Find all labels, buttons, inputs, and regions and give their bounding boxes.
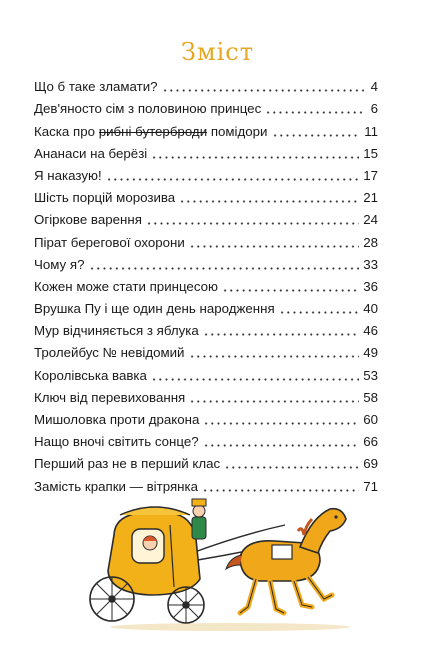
toc-row xyxy=(34,273,378,295)
toc-title: Дев'яносто сім з половиною принцес xyxy=(34,101,262,117)
toc-title xyxy=(34,124,268,140)
toc-page-number: 11 xyxy=(364,123,378,139)
toc-page-number: 58 xyxy=(363,389,378,405)
toc-row xyxy=(34,384,378,406)
page-title: Зміст xyxy=(180,38,254,66)
ground-shadow xyxy=(110,623,350,631)
leader-dots xyxy=(179,200,359,203)
toc-row xyxy=(34,228,378,250)
toc-page-number: 40 xyxy=(363,301,378,317)
horse-legs xyxy=(240,577,332,613)
carriage-illustration xyxy=(80,495,365,635)
toc-page-number: 4 xyxy=(370,79,378,95)
toc-page-number: 15 xyxy=(363,145,378,161)
table-of-contents xyxy=(34,73,378,495)
leader-dots xyxy=(189,355,360,358)
toc-row xyxy=(34,140,378,162)
toc-title: Шість порцій морозива xyxy=(34,190,176,206)
leader-dots xyxy=(265,111,364,114)
toc-title: Пірат берегової охорони xyxy=(34,234,185,250)
horse-tail xyxy=(226,555,242,569)
toc-title: Ключ від перевиховання xyxy=(34,389,186,405)
toc-title: Чому я? xyxy=(34,256,85,272)
driver-body xyxy=(192,517,206,539)
leader-dots xyxy=(146,222,359,225)
toc-page-number: 60 xyxy=(363,412,378,427)
toc-row xyxy=(34,117,378,139)
toc-page-number: 17 xyxy=(363,167,378,183)
leader-dots xyxy=(224,466,359,469)
toc-page-number: 21 xyxy=(363,190,378,206)
toc-title: Огіркове варення xyxy=(34,212,142,228)
toc-row xyxy=(34,472,378,494)
toc-title-part: помідори xyxy=(207,123,268,139)
leader-dots xyxy=(189,245,359,248)
toc-page-number: 33 xyxy=(363,256,378,272)
toc-title: Замість крапки — вітрянка xyxy=(34,478,199,494)
leader-dots xyxy=(151,378,359,381)
toc-title: Королівська вавка xyxy=(34,367,147,383)
toc-title: Я наказую! xyxy=(34,167,102,183)
toc-title: Ананаси на берёзі xyxy=(34,145,148,161)
leader-dots xyxy=(203,422,359,425)
toc-title: Врушка Пу і ще один день народження xyxy=(34,301,275,317)
toc-row xyxy=(34,295,378,317)
horse-saddle xyxy=(272,545,292,559)
toc-page-number: 66 xyxy=(363,434,378,450)
toc-title: Що б таке зламати? xyxy=(34,79,158,95)
front-wheel xyxy=(168,587,204,623)
toc-row xyxy=(34,450,378,472)
rear-wheel xyxy=(90,577,134,621)
leader-dots xyxy=(222,289,359,292)
toc-row xyxy=(34,317,378,339)
toc-page-number: 24 xyxy=(363,212,378,228)
driver-hat xyxy=(192,499,206,506)
toc-page-number: 28 xyxy=(363,234,378,250)
toc-title: Тролейбус № невідомий xyxy=(34,345,185,361)
struck-out-text: рибні бутерброди xyxy=(98,123,208,139)
driver-head xyxy=(193,505,205,517)
toc-row xyxy=(34,184,378,206)
toc-row xyxy=(34,406,378,428)
toc-page-number: 53 xyxy=(363,367,378,383)
toc-row xyxy=(34,361,378,383)
toc-row xyxy=(34,251,378,273)
toc-page-number: 6 xyxy=(370,101,378,117)
carriage-roof xyxy=(120,507,190,515)
toc-row xyxy=(34,339,378,361)
toc-title: Нащо вночі світить сонце? xyxy=(34,434,199,450)
toc-title: Мишоловка проти дракона xyxy=(34,412,200,427)
leader-dots xyxy=(202,489,359,492)
leader-dots xyxy=(272,134,361,137)
leader-dots xyxy=(203,444,360,447)
toc-page-number: 49 xyxy=(363,345,378,361)
leader-dots xyxy=(279,311,360,314)
leader-dots xyxy=(89,267,360,270)
toc-row xyxy=(34,162,378,184)
leader-dots xyxy=(151,156,359,159)
horse-neck xyxy=(300,509,346,553)
toc-page-number: 71 xyxy=(363,478,378,494)
horse-eye xyxy=(334,515,337,518)
leader-dots xyxy=(162,89,364,92)
toc-page-number: 46 xyxy=(363,323,378,339)
leader-dots xyxy=(106,178,360,181)
toc-title: Кожен може стати принцесою xyxy=(34,278,218,294)
toc-title-part: Каска про xyxy=(34,123,99,139)
toc-row xyxy=(34,206,378,228)
toc-title: Перший раз не в перший клас xyxy=(34,456,221,472)
leader-dots xyxy=(189,400,359,403)
toc-row xyxy=(34,428,378,450)
toc-page-number: 36 xyxy=(363,278,378,294)
toc-row xyxy=(34,73,378,95)
toc-title: Мур відчиняється з яблука xyxy=(34,323,199,339)
toc-row xyxy=(34,95,378,117)
leader-dots xyxy=(203,333,359,336)
toc-page-number: 69 xyxy=(363,456,378,472)
